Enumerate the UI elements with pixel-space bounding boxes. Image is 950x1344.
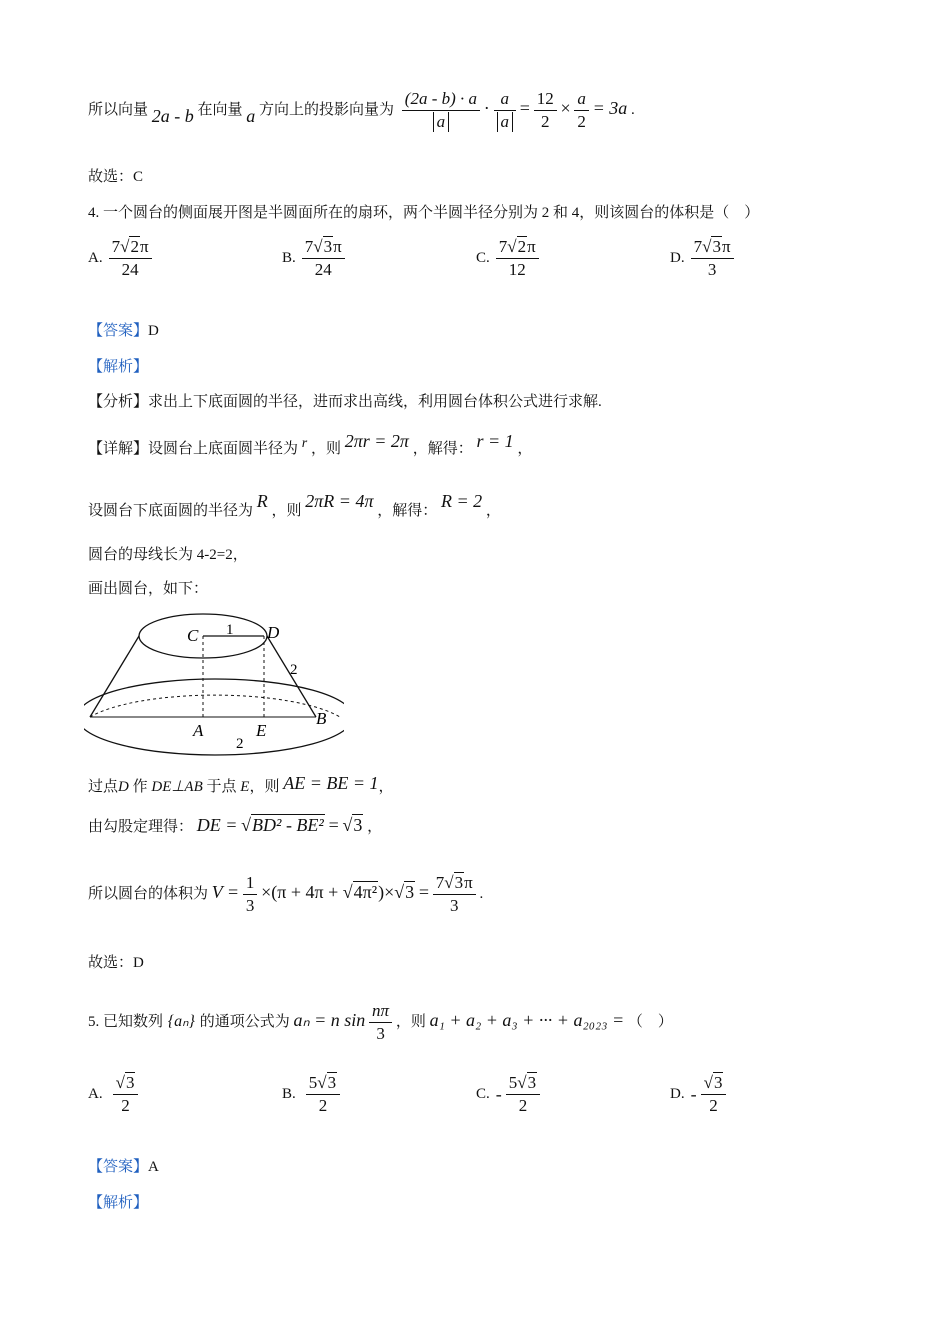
times: × <box>560 97 571 118</box>
frustum-diagram <box>84 608 344 768</box>
frac-num: (2a - b) · a <box>404 89 478 108</box>
text: 由勾股定理得： <box>88 819 194 835</box>
coef: 5 <box>308 1073 318 1092</box>
math-vec2: a <box>246 105 256 126</box>
detail-line-3: 圆台的母线长为 4-2=2， <box>88 547 248 563</box>
pi: π <box>139 237 149 256</box>
fraction-12-2 <box>534 88 557 133</box>
sqrt-radicand: 4π² <box>353 881 378 902</box>
frac-den: 2 <box>506 1094 540 1117</box>
period: . <box>479 885 484 902</box>
sqrt-radicand: 3 <box>353 815 363 835</box>
text: ，则 <box>395 1013 426 1030</box>
sqrt-radicand: 3 <box>327 1073 337 1092</box>
text: 5. 已知数列 <box>88 1013 164 1030</box>
sqrt-radicand: 2 <box>517 237 527 256</box>
text: ，解得： <box>377 503 438 519</box>
math-r: r <box>301 436 308 451</box>
frac-den: 3 <box>691 258 734 281</box>
pi: π <box>333 237 342 256</box>
option-label: B. <box>282 250 296 266</box>
text: 的通项公式为 <box>199 1013 290 1030</box>
unit-fraction <box>494 88 517 133</box>
answer-value: A <box>148 1159 159 1175</box>
text: ，则 <box>271 503 302 519</box>
coef: 5 <box>508 1073 518 1092</box>
text: 方向上的投影向量为 <box>259 101 395 118</box>
frac-num: a <box>500 89 510 108</box>
equals: = <box>328 815 339 835</box>
text: ， <box>367 819 383 835</box>
fenxi-line <box>88 391 602 413</box>
frac-num: a <box>577 89 586 108</box>
analysis-tag: 【解析】 <box>88 359 149 375</box>
label-C: C <box>187 626 199 645</box>
option-fraction: $\frac{7√2\pi}{12}$ <box>496 236 539 281</box>
option-fraction: $\frac{7√3\pi}{24}$ <box>302 236 345 281</box>
sqrt-radicand: 3 <box>527 1073 537 1092</box>
label-A: A <box>193 721 204 740</box>
bottom-circle-back <box>90 695 340 717</box>
frac-den: 3 <box>369 1022 392 1045</box>
answer-tag: 【答案】 <box>88 1159 149 1175</box>
math-sum: a₁ + a₂ + a₃ + ··· + a₂₀₂₃ = <box>429 1009 625 1030</box>
period: . <box>631 101 635 118</box>
coef: 7 <box>111 237 121 256</box>
answer-tag: 【答案】 <box>88 323 149 339</box>
option-c <box>476 1072 540 1117</box>
option-label: A. <box>88 250 103 266</box>
option-label: B. <box>282 1086 296 1102</box>
option-a <box>88 236 152 281</box>
frac-num: 1 <box>245 873 255 892</box>
frac-den: a <box>433 112 450 132</box>
label-E: E <box>256 721 267 740</box>
math-V: V = <box>211 881 240 902</box>
math-lhs: DE = <box>196 815 238 835</box>
answer-line-q5 <box>88 1156 159 1178</box>
option-a <box>88 1072 138 1117</box>
math-R: R <box>256 491 268 511</box>
option-fraction: $\frac{√3}{2}$ <box>113 1072 139 1117</box>
coef: 7 <box>498 237 508 256</box>
sqrt-radicand: 3 <box>323 237 333 256</box>
option-d <box>670 236 734 281</box>
pi: π <box>464 873 473 892</box>
frac-den: 24 <box>109 258 152 281</box>
label-D: D <box>267 623 280 642</box>
label-B: B <box>316 709 327 728</box>
conclusion-q3: 故选：C <box>88 169 144 185</box>
coef: 7 <box>435 873 445 892</box>
text: 在向量 <box>197 101 243 118</box>
text: ，则 <box>310 441 341 457</box>
option-label: D. <box>670 250 685 266</box>
math-eq: 2πr = 2π <box>344 431 409 451</box>
math-seq: aₙ <box>174 1012 189 1030</box>
projection-line: 所以向量 2a - b 在向量 a 方向上的投影向量为 $\frac{(2a - b) \cdot a}{a}$ · $\frac{a}{a}$ = $\frac{12}{2}$ × $\frac{a}{2}$ = 3a . <box>88 89 635 131</box>
option-fraction: $\frac{5√3}{2}$ <box>506 1072 540 1117</box>
frac-den: 24 <box>302 258 345 281</box>
math-eq: AE = BE = 1 <box>283 773 379 793</box>
option-b <box>282 236 345 281</box>
equals: = <box>519 97 530 118</box>
text: 设圆台上底面圆半径为 <box>148 441 299 457</box>
math-vec1: 2a - b <box>151 105 194 126</box>
conclusion-q4: 故选：D <box>88 955 144 971</box>
fraction-a-2 <box>574 88 589 133</box>
fenxi-text: 求出上下底面圆的半径，进而求出高线，利用圆台体积公式进行求解. <box>148 394 602 410</box>
sign: - <box>690 1084 697 1104</box>
frac-den: 2 <box>574 110 589 133</box>
left-slant <box>90 636 139 717</box>
question-5: 5. 已知数列 {aₙ} 的通项公式为 aₙ = n sin $\frac{n\pi}{3}$ ，则 a₁ + a₂ + a₃ + ··· + a₂₀₂₃ = （ ） <box>88 1001 673 1043</box>
frac-den: 3 <box>433 894 476 917</box>
option-d <box>670 1072 726 1117</box>
frac-den: 2 <box>534 110 557 133</box>
sqrt-radicand: 2 <box>130 237 139 256</box>
projection-fraction <box>402 88 480 133</box>
option-label: C. <box>476 1086 490 1102</box>
label-top-len: 1 <box>226 622 234 638</box>
math-eq: 2πR = 4π <box>305 491 374 511</box>
label-bottom-len: 2 <box>236 736 244 752</box>
text: 设圆台下底面圆的半径为 <box>88 503 254 519</box>
text: 过点 <box>88 779 119 795</box>
sqrt-radicand: 3 <box>713 1073 723 1092</box>
detail-line-2 <box>88 490 501 522</box>
text: 于点 <box>206 779 237 795</box>
math-res: R = 2 <box>440 491 483 511</box>
text: ， <box>485 503 501 519</box>
sqrt-radicand: 3 <box>405 881 415 902</box>
frac-den: 3 <box>243 894 258 917</box>
text: （ ） <box>627 1013 673 1030</box>
math-perp: DE⊥AB <box>151 779 203 795</box>
xiangjie-tag: 【详解】 <box>88 441 149 457</box>
pi: π <box>527 237 536 256</box>
option-b <box>282 1072 340 1117</box>
frac-den: 2 <box>306 1094 340 1117</box>
detail-line-5 <box>88 772 394 798</box>
coef: 7 <box>693 237 703 256</box>
text: ， <box>378 779 394 795</box>
text: 作 <box>132 779 148 795</box>
option-label: C. <box>476 250 490 266</box>
option-c <box>476 236 539 281</box>
detail-line-4: 画出圆台，如下： <box>88 581 209 597</box>
sqrt-radicand: BD² - BE² <box>252 815 324 835</box>
math-E: E <box>240 779 250 795</box>
sqrt-radicand: 3 <box>712 237 721 256</box>
frac-den: 12 <box>496 258 539 281</box>
equals: = <box>418 881 430 902</box>
option-fraction: $\frac{7√2\pi}{24}$ <box>109 236 152 281</box>
sign: - <box>495 1084 502 1104</box>
text: 所以圆台的体积为 <box>88 885 209 902</box>
detail-line-6: 由勾股定理得： DE = √BD² - BE² = √3 ， <box>88 815 383 835</box>
label-slant-len: 2 <box>290 662 298 678</box>
frac-num: nπ <box>372 1001 390 1020</box>
option-label: A. <box>88 1086 103 1102</box>
math-close: )× <box>378 881 395 902</box>
text: ， <box>517 441 533 457</box>
text: 所以向量 <box>88 101 149 118</box>
math-D: D <box>118 779 129 795</box>
text: ，则 <box>249 779 280 795</box>
math-lhs: aₙ = n sin <box>293 1009 366 1030</box>
detail-line-7: 所以圆台的体积为 V = $\frac{1}{3}$ ×(π + 4π + √4π²)×√3 = $\frac{7√3\pi}{3}$ . <box>88 873 484 915</box>
frac-den: a <box>497 112 514 132</box>
frac-num: 12 <box>536 89 554 108</box>
frac-den: 2 <box>113 1094 139 1117</box>
math-mid: ×(π + 4π + <box>261 881 343 902</box>
text: ，解得： <box>412 441 473 457</box>
option-label: D. <box>670 1086 685 1102</box>
detail-line-1 <box>88 430 532 460</box>
frac-den: 2 <box>701 1094 727 1117</box>
answer-line <box>88 320 159 342</box>
volume-result: $\frac{7√3\pi}{3}$ <box>433 872 476 917</box>
coef: 7 <box>304 237 314 256</box>
pi: π <box>721 237 731 256</box>
question-4: 4. 一个圆台的侧面展开图是半圆面所在的扇环，两个半圆半径分别为 2 和 4，则该圆台的体积是（ ） <box>88 205 760 221</box>
option-fraction: $\frac{√3}{2}$ <box>701 1072 727 1117</box>
fenxi-tag: 【分析】 <box>88 394 149 410</box>
math-res: r = 1 <box>476 431 514 451</box>
sqrt-radicand: 3 <box>454 873 464 892</box>
analysis-tag: 【解析】 <box>88 1195 149 1211</box>
answer-value: D <box>148 323 159 339</box>
option-fraction: $\frac{5√3}{2}$ <box>306 1072 340 1117</box>
result: = 3a <box>592 97 628 118</box>
sqrt-radicand: 3 <box>125 1073 135 1092</box>
option-fraction: $\frac{7√3\pi}{3}$ <box>691 236 734 281</box>
